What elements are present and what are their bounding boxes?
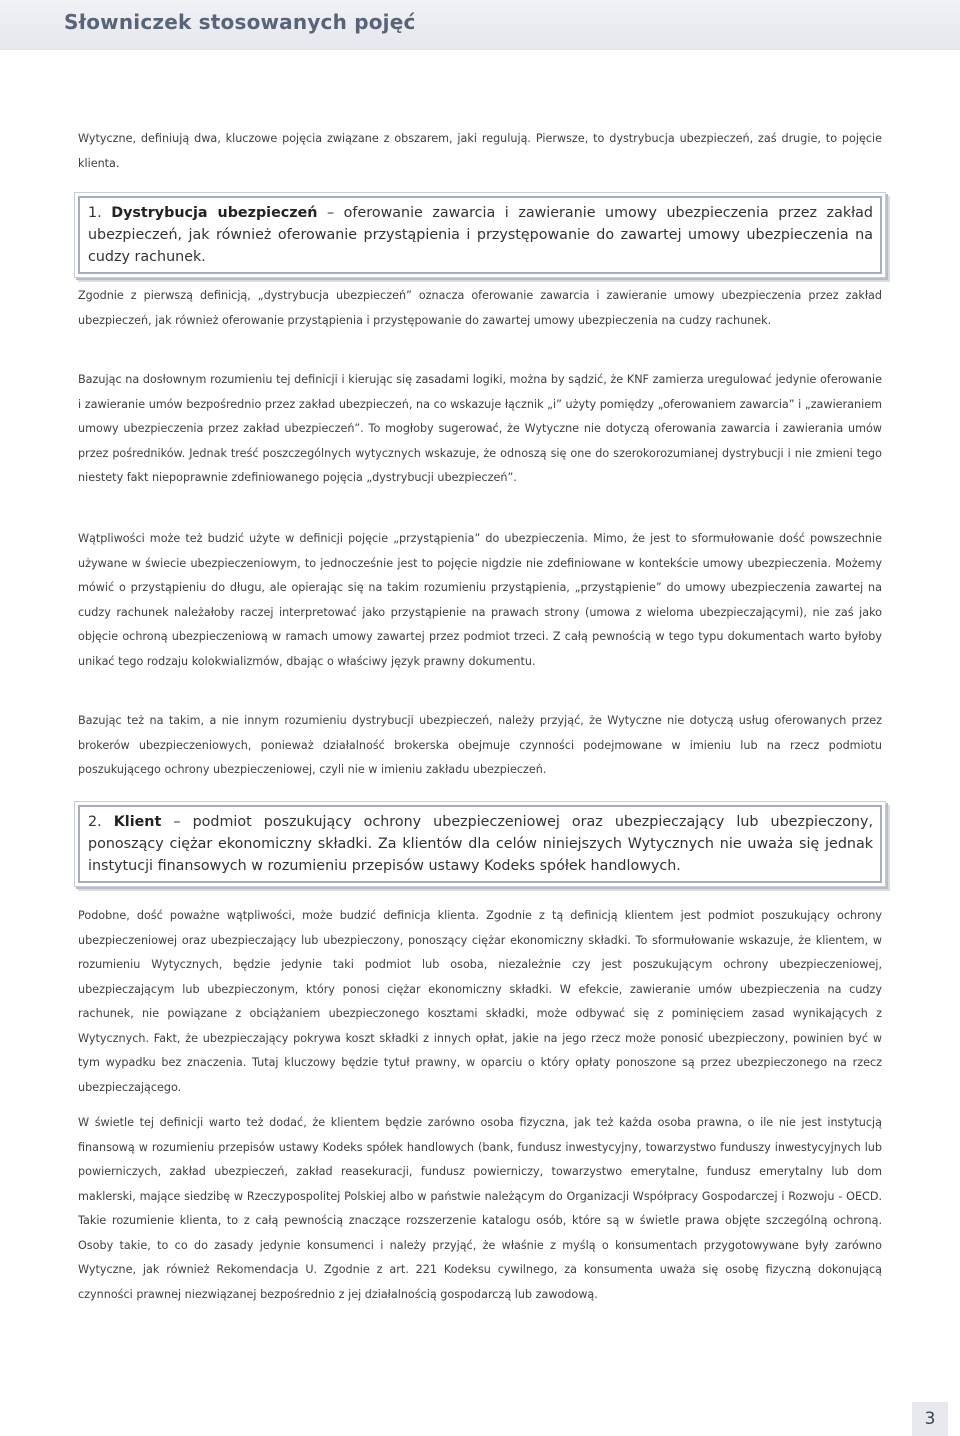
page-header: [0, 0, 960, 50]
definition-body: – oferowanie zawarcia i zawieranie umowy ubezpieczenia przez zakład ubezpieczeń, jak również oferowanie przystąpienia i przystępowanie do zawartej umowy ubezpieczenia na cudzy rachunek.: [88, 205, 874, 265]
body-paragraph: W świetle tej definicji warto też dodać, że klientem będzie zarówno osoba fizyczna, jak też każda osoba prawna, o ile nie jest instytucją finansową w rozumieniu przepisów ustawy Kodeks spółek handlowych (bank, fundusz inwestycyjny, towarzystwo funduszy inwestycyjnych lub powierniczych, zakład ubezpieczeń, zakład reasekuracji, fundusz powierniczy, towarzystwo emerytalne, fundusz emerytalny lub dom maklerski, mające siedzibę w Rzeczypospolitej Polskiej albo w państwie należącym do Organizacji Współpracy Gospodarczej i Rozwoju - OECD. Takie rozumienie klienta, to z całą pewnością znaczące rozszerzenie katalogu osób, które są w świetle prawa objęte szczególną ochroną. Osoby takie, to co do zasady jedynie konsumenci i należy przyjąć, że właśnie z myślą o konsumentach przygotowywane były zarówno Wytyczne, jak również Rekomendacja U. Zgodnie z art. 221 Kodeksu cywilnego, za konsumenta uważa się osobę fizyczną dokonującą czynności prawnej niezwiązanej bezpośrednio z jej działalnością gospodarczą lub zawodową.: [78, 1116, 882, 1301]
definition-text: [78, 196, 882, 274]
page-title: Słowniczek stosowanych pojęć: [64, 10, 416, 34]
body-paragraph: Podobne, dość poważne wątpliwości, może budzić definicja klienta. Zgodnie z tą definicją klientem jest podmiot poszukujący ochrony ubezpieczeniowej oraz ubezpieczający lub ubezpieczony, ponoszący ciężar ekonomiczny składki. To sformułowanie wskazuje, że klientem, w rozumieniu Wytycznych, będzie jedynie taki podmiot lub osoba, niezależnie czy jest poszukującym ochrony ubezpieczeniowej, ubezpieczającym lub ubezpieczonym, który ponosi ciężar ekonomiczny składki. W efekcie, zawieranie umów ubezpieczenia na cudzy rachunek, nie powiązane z obciążaniem ubezpieczonego kosztami składki, może odbywać się z pominięciem zasad wynikających z Wytycznych. Fakt, że ubezpieczający pokrywa koszt składki z innych opłat, jakie na jego rzecz może ponosić ubezpieczony, powinien być w tym wypadku bez znaczenia. Tutaj kluczowy będzie tytuł prawny, w oparciu o który opłaty ponoszone są przez ubezpieczonego na rzecz ubezpieczającego.: [78, 909, 882, 1094]
definition-term: Klient: [113, 814, 162, 830]
page-number: 3: [912, 1402, 948, 1436]
definition-number: 1.: [88, 205, 102, 221]
body-paragraph: Zgodnie z pierwszą definicją, „dystrybucja ubezpieczeń” oznacza oferowanie zawarcia i zawieranie umowy ubezpieczenia przez zakład ubezpieczeń, jak również oferowanie przystąpienia i przystępowanie do zawartej umowy ubezpieczenia na cudzy rachunek.: [78, 289, 882, 327]
definition-term: Dystrybucja ubezpieczeń: [111, 205, 318, 221]
body-paragraph: Bazując na dosłownym rozumieniu tej definicji i kierując się zasadami logiki, można by sądzić, że KNF zamierza uregulować jedynie oferowanie i zawieranie umów bezpośrednio przez zakład ubezpieczeń, na co wskazuje łącznik „i” użyty pomiędzy „oferowaniem zawarcia” i „zawieraniem umowy ubezpieczenia przez zakład ubezpieczeń”. To mogłoby sugerować, że Wytyczne nie dotyczą oferowania zawarcia i zawierania umów przez pośredników. Jednak treść poszczególnych wytycznych wskazuje, że odnoszą się one do szerokorozumianej dystrybucji i nie zmieni tego niestety fakt niepoprawnie zdefiniowanego pojęcia „dystrybucji ubezpieczeń”.: [78, 373, 882, 484]
definition-body: – podmiot poszukujący ochrony ubezpieczeniowej oraz ubezpieczający lub ubezpieczony, ponoszący ciężar ekonomiczny składki. Za klientów dla celów niniejszych Wytycznych nie uważa się jednak instytucji finansowych w rozumieniu przepisów ustawy Kodeks spółek handlowych.: [88, 814, 874, 874]
body-paragraph: Wątpliwości może też budzić użyte w definicji pojęcie „przystąpienia” do ubezpieczenia. Mimo, że jest to sformułowanie dość powszechnie używane w świecie ubezpieczeniowym, to jednocześnie jest to pojęcie nigdzie nie zdefiniowane w kontekście umowy ubezpieczenia. Możemy mówić o przystąpieniu do długu, ale opierając się na takim rozumieniu przystąpienia, „przystąpienie” do umowy ubezpieczenia zawartej na cudzy rachunek należałoby raczej interpretować jako przystąpienie na prawach strony (umowa z wieloma ubezpieczającymi), nie zaś jako objęcie ochroną ubezpieczeniową w ramach umowy zawartej przez podmiot trzeci. Z całą pewnością w tego typu dokumentach warto byłoby unikać tego rodzaju kolokwializmów, dbając o właściwy język prawny dokumentu.: [78, 532, 882, 668]
definition-number: 2.: [88, 814, 102, 830]
definition-text: [78, 805, 882, 883]
definition-box-distribution: [74, 192, 886, 278]
definition-box-client: [74, 801, 886, 887]
body-paragraph: Bazując też na takim, a nie innym rozumieniu dystrybucji ubezpieczeń, należy przyjąć, że Wytyczne nie dotyczą usług oferowanych przez brokerów ubezpieczeniowych, ponieważ działalność brokerska obejmuje czynności podejmowane w imieniu lub na rzecz podmiotu poszukującego ochrony ubezpieczeniowej, czyli nie w imieniu zakładu ubezpieczeń.: [78, 714, 882, 776]
intro-paragraph: Wytyczne, definiują dwa, kluczowe pojęcia związane z obszarem, jaki regulują. Pierwsze, to dystrybucja ubezpieczeń, zaś drugie, to pojęcie klienta.: [78, 132, 882, 170]
